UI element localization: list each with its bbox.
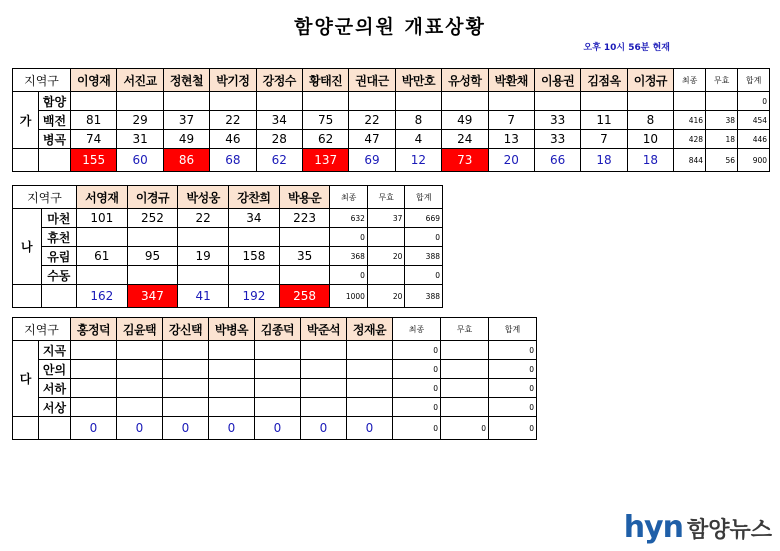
sum-cell: 0 — [489, 341, 537, 360]
vote-cell: 34 — [229, 209, 280, 228]
candidate-name: 박만호 — [395, 69, 441, 92]
invalid-header: 무효 — [706, 69, 738, 92]
location-name: 지곡 — [39, 341, 71, 360]
header-row — [13, 69, 770, 92]
final-cell: 0 — [330, 266, 367, 285]
totals-row — [13, 417, 537, 440]
vote-cell — [76, 266, 127, 285]
vote-cell: 81 — [71, 111, 117, 130]
vote-cell — [347, 360, 393, 379]
vote-cell — [347, 379, 393, 398]
candidate-total: 137 — [302, 149, 348, 172]
candidate-total: 0 — [255, 417, 301, 440]
table-row — [13, 130, 770, 149]
vote-cell: 4 — [395, 130, 441, 149]
vote-cell — [71, 92, 117, 111]
district-ga-table — [12, 68, 770, 172]
vote-cell — [163, 341, 209, 360]
sum-header: 합계 — [738, 69, 770, 92]
invalid-cell — [441, 379, 489, 398]
vote-cell — [209, 398, 255, 417]
final-cell: 428 — [674, 130, 706, 149]
candidate-total: 69 — [349, 149, 395, 172]
final-header: 최종 — [674, 69, 706, 92]
final-cell: 0 — [393, 398, 441, 417]
candidate-name: 이용권 — [534, 69, 580, 92]
vote-cell — [349, 92, 395, 111]
candidate-name: 박성웅 — [178, 186, 229, 209]
vote-cell — [279, 266, 330, 285]
region-header: 지역구 — [13, 186, 77, 209]
totals-row — [13, 149, 770, 172]
candidate-name: 황태진 — [302, 69, 348, 92]
location-name: 안의 — [39, 360, 71, 379]
candidate-name: 유성학 — [442, 69, 488, 92]
sum-cell: 0 — [738, 92, 770, 111]
vote-cell: 74 — [71, 130, 117, 149]
invalid-cell — [441, 360, 489, 379]
header-row — [13, 186, 443, 209]
vote-cell — [627, 92, 673, 111]
vote-cell: 61 — [76, 247, 127, 266]
vote-cell — [127, 266, 178, 285]
final-cell: 0 — [393, 379, 441, 398]
vote-cell — [395, 92, 441, 111]
vote-cell — [488, 92, 534, 111]
vote-cell: 29 — [117, 111, 163, 130]
vote-cell — [71, 360, 117, 379]
vote-cell — [178, 228, 229, 247]
total-sum: 388 — [405, 285, 443, 308]
vote-cell — [117, 92, 163, 111]
candidate-total: 0 — [163, 417, 209, 440]
final-cell: 0 — [393, 360, 441, 379]
candidate-name: 정현철 — [163, 69, 209, 92]
table-row — [13, 228, 443, 247]
candidate-total: 347 — [127, 285, 178, 308]
vote-cell: 7 — [488, 111, 534, 130]
candidate-total: 41 — [178, 285, 229, 308]
vote-cell: 37 — [163, 111, 209, 130]
candidate-name: 박준석 — [301, 318, 347, 341]
total-sum: 0 — [489, 417, 537, 440]
vote-cell — [209, 360, 255, 379]
vote-cell: 31 — [117, 130, 163, 149]
invalid-cell: 20 — [367, 247, 404, 266]
vote-cell — [76, 228, 127, 247]
vote-cell — [255, 341, 301, 360]
final-cell: 0 — [330, 228, 367, 247]
candidate-name: 강찬희 — [229, 186, 280, 209]
vote-cell: 49 — [442, 111, 488, 130]
candidate-name: 이정규 — [627, 69, 673, 92]
totals-blank — [13, 417, 39, 440]
vote-cell: 22 — [349, 111, 395, 130]
candidate-total: 0 — [301, 417, 347, 440]
vote-cell: 7 — [581, 130, 627, 149]
vote-cell — [117, 360, 163, 379]
vote-cell: 62 — [302, 130, 348, 149]
vote-cell — [163, 360, 209, 379]
vote-cell — [442, 92, 488, 111]
total-final: 1000 — [330, 285, 367, 308]
vote-cell — [301, 360, 347, 379]
invalid-header: 무효 — [367, 186, 404, 209]
vote-cell: 158 — [229, 247, 280, 266]
invalid-cell — [367, 228, 404, 247]
location-name: 유림 — [41, 247, 76, 266]
table-row — [13, 209, 443, 228]
vote-cell: 34 — [256, 111, 302, 130]
final-cell: 632 — [330, 209, 367, 228]
location-name: 서상 — [39, 398, 71, 417]
vote-cell — [347, 341, 393, 360]
vote-cell — [163, 398, 209, 417]
vote-cell — [581, 92, 627, 111]
sum-header: 합계 — [489, 318, 537, 341]
sum-cell: 0 — [405, 228, 443, 247]
vote-cell: 33 — [534, 111, 580, 130]
candidate-total: 62 — [256, 149, 302, 172]
vote-cell — [256, 92, 302, 111]
sum-cell: 0 — [489, 360, 537, 379]
vote-cell — [255, 398, 301, 417]
vote-cell — [302, 92, 348, 111]
vote-cell: 252 — [127, 209, 178, 228]
vote-cell — [117, 379, 163, 398]
vote-cell: 19 — [178, 247, 229, 266]
location-name: 병곡 — [39, 130, 71, 149]
candidate-name: 서영재 — [76, 186, 127, 209]
vote-cell — [301, 341, 347, 360]
vote-cell: 47 — [349, 130, 395, 149]
vote-cell: 8 — [627, 111, 673, 130]
candidate-name: 김종덕 — [255, 318, 301, 341]
header-row — [13, 318, 537, 341]
vote-cell — [210, 92, 256, 111]
vote-cell — [534, 92, 580, 111]
location-name: 휴천 — [41, 228, 76, 247]
final-header: 최종 — [393, 318, 441, 341]
vote-cell: 8 — [395, 111, 441, 130]
candidate-name: 정재윤 — [347, 318, 393, 341]
vote-cell — [163, 92, 209, 111]
candidate-total: 155 — [71, 149, 117, 172]
candidate-total: 86 — [163, 149, 209, 172]
vote-cell — [301, 379, 347, 398]
candidate-name: 강신택 — [163, 318, 209, 341]
sum-cell: 388 — [405, 247, 443, 266]
table-row — [13, 398, 537, 417]
district-na-table — [12, 185, 443, 308]
candidate-total: 258 — [279, 285, 330, 308]
vote-cell — [71, 398, 117, 417]
vote-cell — [229, 266, 280, 285]
candidate-name: 박병옥 — [209, 318, 255, 341]
vote-cell — [255, 360, 301, 379]
vote-cell: 11 — [581, 111, 627, 130]
sum-cell: 0 — [489, 379, 537, 398]
candidate-name: 권대근 — [349, 69, 395, 92]
candidate-total: 73 — [442, 149, 488, 172]
sum-cell: 669 — [405, 209, 443, 228]
candidate-name: 김점옥 — [581, 69, 627, 92]
vote-cell — [301, 398, 347, 417]
vote-cell — [347, 398, 393, 417]
candidate-total: 66 — [534, 149, 580, 172]
table-row — [13, 247, 443, 266]
candidate-total: 162 — [76, 285, 127, 308]
vote-cell — [209, 341, 255, 360]
total-invalid: 56 — [706, 149, 738, 172]
invalid-cell: 38 — [706, 111, 738, 130]
vote-cell: 13 — [488, 130, 534, 149]
invalid-cell — [441, 398, 489, 417]
table-row — [13, 341, 537, 360]
vote-cell: 75 — [302, 111, 348, 130]
invalid-cell: 18 — [706, 130, 738, 149]
vote-cell: 33 — [534, 130, 580, 149]
total-invalid: 20 — [367, 285, 404, 308]
district-label: 다 — [13, 341, 39, 417]
vote-cell: 22 — [210, 111, 256, 130]
candidate-name: 홍정덕 — [71, 318, 117, 341]
totals-blank — [13, 149, 39, 172]
total-final: 844 — [674, 149, 706, 172]
region-header: 지역구 — [13, 318, 71, 341]
vote-cell: 24 — [442, 130, 488, 149]
candidate-name: 박환채 — [488, 69, 534, 92]
vote-cell — [117, 398, 163, 417]
vote-cell: 35 — [279, 247, 330, 266]
totals-blank — [39, 149, 71, 172]
sum-cell: 0 — [405, 266, 443, 285]
sum-cell: 454 — [738, 111, 770, 130]
totals-row — [13, 285, 443, 308]
candidate-name: 김윤택 — [117, 318, 163, 341]
vote-cell — [127, 228, 178, 247]
invalid-cell — [706, 92, 738, 111]
vote-cell: 22 — [178, 209, 229, 228]
location-name: 함양 — [39, 92, 71, 111]
table-row — [13, 266, 443, 285]
vote-cell — [71, 341, 117, 360]
table-row — [13, 92, 770, 111]
invalid-cell — [441, 341, 489, 360]
vote-cell — [229, 228, 280, 247]
candidate-total: 18 — [627, 149, 673, 172]
vote-cell — [117, 341, 163, 360]
total-sum: 900 — [738, 149, 770, 172]
timestamp: 오후 10시 56분 현재 — [583, 43, 670, 53]
final-cell: 368 — [330, 247, 367, 266]
district-da-table — [12, 317, 537, 440]
totals-blank — [41, 285, 76, 308]
final-header: 최종 — [330, 186, 367, 209]
total-invalid: 0 — [441, 417, 489, 440]
table-row — [13, 360, 537, 379]
vote-cell — [178, 266, 229, 285]
candidate-name: 서진교 — [117, 69, 163, 92]
candidate-name: 박기정 — [210, 69, 256, 92]
candidate-total: 192 — [229, 285, 280, 308]
vote-cell: 223 — [279, 209, 330, 228]
invalid-cell — [367, 266, 404, 285]
candidate-name: 강정수 — [256, 69, 302, 92]
location-name: 서하 — [39, 379, 71, 398]
final-cell — [674, 92, 706, 111]
total-final: 0 — [393, 417, 441, 440]
location-name: 마천 — [41, 209, 76, 228]
candidate-total: 18 — [581, 149, 627, 172]
location-name: 백전 — [39, 111, 71, 130]
vote-cell — [255, 379, 301, 398]
vote-cell — [279, 228, 330, 247]
table-row — [13, 111, 770, 130]
candidate-total: 0 — [71, 417, 117, 440]
region-header: 지역구 — [13, 69, 71, 92]
sum-cell: 446 — [738, 130, 770, 149]
invalid-cell: 37 — [367, 209, 404, 228]
district-label: 나 — [13, 209, 42, 285]
sum-cell: 0 — [489, 398, 537, 417]
page-title: 함양군의원 개표상황 — [294, 16, 486, 38]
vote-cell: 46 — [210, 130, 256, 149]
totals-blank — [13, 285, 42, 308]
candidate-total: 0 — [209, 417, 255, 440]
candidate-name: 박용운 — [279, 186, 330, 209]
news-logo: hyn 함양뉴스 — [623, 510, 772, 545]
candidate-total: 0 — [347, 417, 393, 440]
location-name: 수동 — [41, 266, 76, 285]
candidate-name: 이영재 — [71, 69, 117, 92]
candidate-total: 68 — [210, 149, 256, 172]
vote-cell: 49 — [163, 130, 209, 149]
final-cell: 0 — [393, 341, 441, 360]
candidate-total: 12 — [395, 149, 441, 172]
table-row — [13, 379, 537, 398]
vote-cell: 101 — [76, 209, 127, 228]
vote-cell: 10 — [627, 130, 673, 149]
final-cell: 416 — [674, 111, 706, 130]
vote-cell — [163, 379, 209, 398]
totals-blank — [39, 417, 71, 440]
candidate-total: 20 — [488, 149, 534, 172]
invalid-header: 무효 — [441, 318, 489, 341]
sum-header: 합계 — [405, 186, 443, 209]
vote-cell: 28 — [256, 130, 302, 149]
candidate-name: 이경규 — [127, 186, 178, 209]
candidate-total: 60 — [117, 149, 163, 172]
vote-cell — [209, 379, 255, 398]
district-label: 가 — [13, 92, 39, 149]
vote-cell: 95 — [127, 247, 178, 266]
candidate-total: 0 — [117, 417, 163, 440]
vote-cell — [71, 379, 117, 398]
